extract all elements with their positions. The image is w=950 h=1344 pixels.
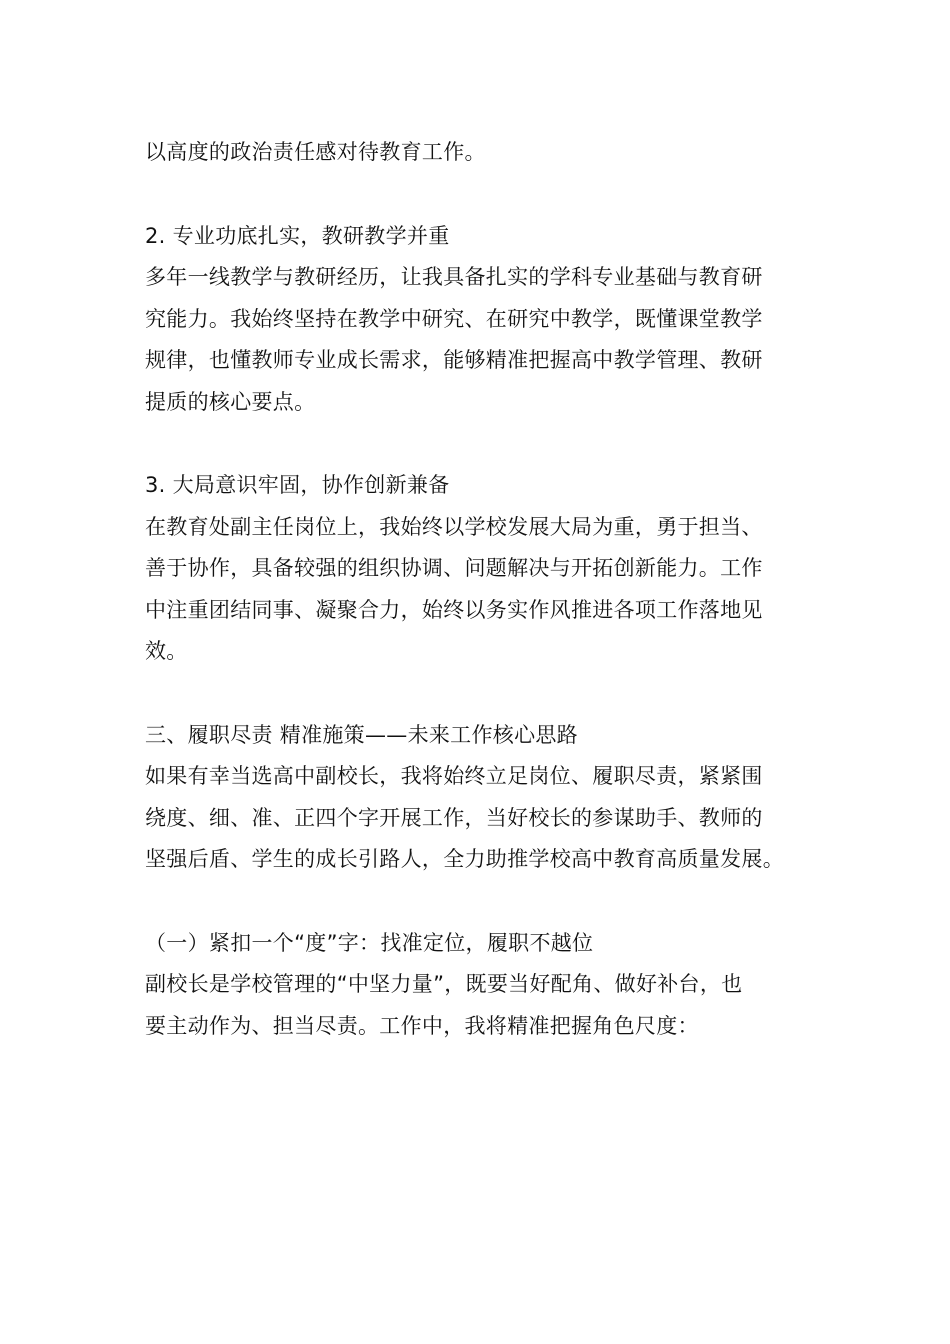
paragraph-gap [145,423,815,465]
text-line: 如果有幸当选高中副校长，我将始终立足岗位、履职尽责，紧紧围 [145,764,763,788]
paragraph-future-work [145,756,815,881]
paragraph-gap [145,881,815,923]
text-line: 究能力。我始终坚持在教学中研究、在研究中教学，既懂课堂教学 [145,306,763,331]
subsection-heading-one: （一）紧扣一个“度”字：找准定位，履职不越位 [145,930,594,955]
text-line: 规律，也懂教师专业成长需求，能够精准把握高中教学管理、教研 [145,348,763,372]
section-heading-3: 3. 大局意识牢固，协作创新兼备 [145,473,450,497]
document-body [145,132,815,1047]
text-line: 多年一线教学与教研经历，让我具备扎实的学科专业基础与教育研 [145,265,763,289]
text-line: 中注重团结同事、凝聚合力，始终以务实作风推进各项工作落地见 [145,597,763,622]
text-line: 提质的核心要点。 [145,389,316,414]
text-line: 善于协作，具备较强的组织协调、问题解决与开拓创新能力。工作 [145,556,763,580]
paragraph-collaboration [145,507,815,673]
chapter-heading-three: 三、履职尽责 精准施策——未来工作核心思路 [145,722,578,747]
text-line: 副校长是学校管理的“中坚力量”，既要当好配角、做好补台，也 [145,972,743,996]
text-line: 要主动作为、担当尽责。工作中，我将精准把握角色尺度： [145,1013,699,1038]
text-line: 坚强后盾、学生的成长引路人，全力助推学校高中教育高质量发展。 [145,847,784,871]
paragraph-political-responsibility [145,132,815,174]
text-line: 以高度的政治责任感对待教育工作。 [145,140,486,164]
section-heading-2: 2. 专业功底扎实，教研教学并重 [145,223,450,248]
text-line: 在教育处副主任岗位上，我始终以学校发展大局为重，勇于担当、 [145,514,763,539]
paragraph-teaching-research [145,257,815,423]
paragraph-gap [145,673,815,715]
paragraph-role-positioning [145,964,815,1047]
text-line: 绕度、细、准、正四个字开展工作，当好校长的参谋助手、教师的 [145,805,763,830]
text-line: 效。 [145,639,188,663]
paragraph-gap [145,174,815,216]
